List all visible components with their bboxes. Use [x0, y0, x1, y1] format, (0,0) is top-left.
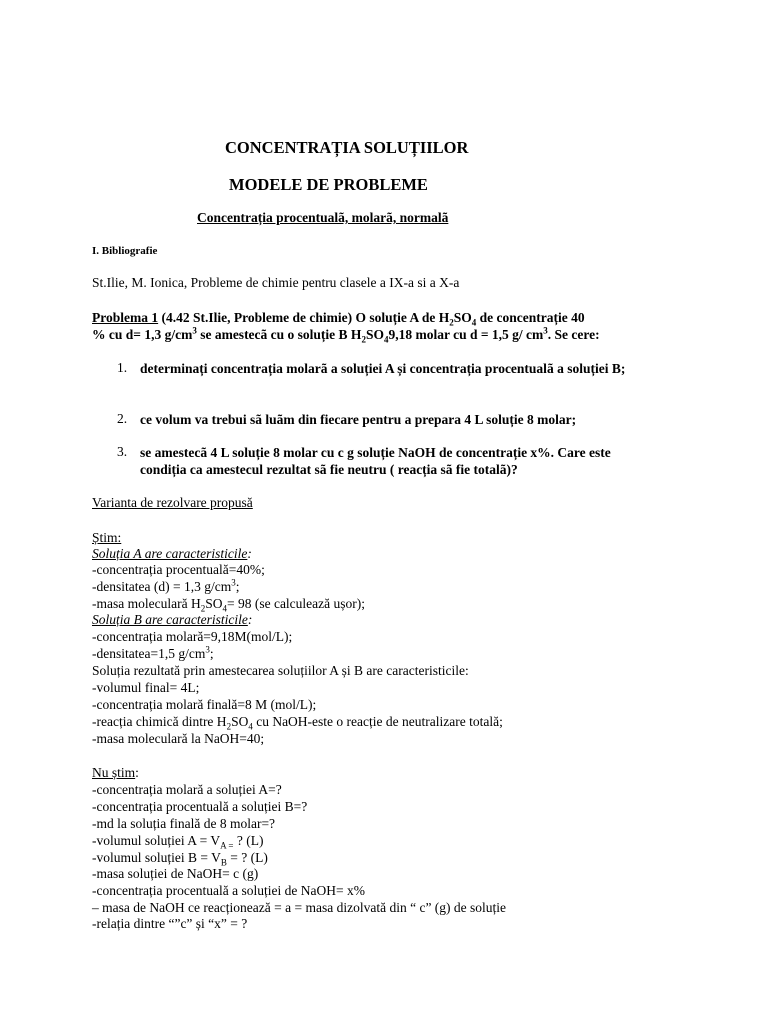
task-number: 1.: [117, 360, 128, 375]
unknown-line: -relația dintre “”c” și “x” = ?: [92, 916, 248, 931]
known-line: -densitatea=1,5 $g/cm^3$;: [92, 644, 214, 661]
known-line: -concentrația molară finală=8 M (mol/L);: [92, 697, 317, 712]
known-line: -masa moleculară la NaOH=40;: [92, 731, 265, 746]
known-heading: Știm:: [92, 530, 122, 545]
problem-label: Problema 1: [92, 310, 159, 325]
section-subtitle: Concentrația procentualã, molarã, normalã: [197, 210, 449, 225]
bibliography-text: St.Ilie, M. Ionica, Probleme de chimie pentru clasele a IX-a si a X-a: [92, 275, 460, 290]
bibliography-heading: I. Bibliografie: [92, 245, 158, 257]
document-subtitle: MODELE DE PROBLEME: [229, 175, 428, 194]
unknown-line: -md la soluția finală de 8 molar=?: [92, 816, 276, 831]
unknown-line: -volumul soluției $B = V_B$ = ? (L): [92, 850, 268, 868]
document-title: CONCENTRAȚIA SOLUȚIILOR: [225, 138, 469, 157]
solution-b-heading: Soluția B are caracteristicile:: [92, 612, 253, 627]
unknown-line: – masa de NaOH ce reacționează = a = masa dizolvată din “ c” (g) de soluție: [92, 900, 507, 915]
unknown-line: -concentrația molară a soluției A=?: [92, 782, 282, 797]
task-number: 3.: [117, 444, 128, 459]
unknown-line: -concentrația procentuală a soluției de NaOH= x%: [92, 883, 365, 898]
problem-statement-line2: % cu d= 1,3 $g/cm^3$ se amestecã cu o soluție B $H_2SO_49,18$ molar cu d = 1,5 g/ $cm^3$. Se cere:: [92, 325, 600, 345]
task-text: determinați concentrația molarã a soluției A și concentrația procentualã a soluției B;: [140, 361, 626, 376]
unknown-line: -concentrația procentuală a soluției B=?: [92, 799, 308, 814]
unknown-heading: Nu știm:: [92, 765, 139, 780]
known-line: -densitatea (d) = 1,3 $g/cm^3$;: [92, 577, 240, 594]
problem-statement-line1: Problema 1 (4.42 St.Ilie, Probleme de chimie) O soluție A de $H_2SO_4$ de concentrație 40: [92, 310, 585, 328]
task-text: ce volum va trebui sã luãm din fiecare pentru a prepara 4 L soluție 8 molar;: [140, 412, 577, 427]
known-line: -volumul final= 4L;: [92, 680, 200, 695]
task-number: 2.: [117, 411, 128, 426]
task-text: se amestecã 4 L soluție 8 molar cu c g soluție NaOH de concentrație x%. Care este condiția ca amestecul rezultat sã fie neutru ( reacția sã fie totalã)?: [140, 445, 611, 477]
known-line: Soluția rezultată prin amestecarea soluțiilor A și B are caracteristicile:: [92, 663, 469, 678]
known-line: -reacția chimică dintre $H_2SO_4$ cu NaOH-este o reacție de neutralizare totală;: [92, 714, 503, 732]
unknown-line: -masa soluției de NaOH= c (g): [92, 866, 259, 881]
known-line: -concentrația molară=9,18M(mol/L);: [92, 629, 293, 644]
known-line: -concentrația procentuală=40%;: [92, 562, 265, 577]
known-line: -masa moleculară $H_2SO_4= 98$ (se calculează ușor);: [92, 596, 366, 614]
solution-heading: Varianta de rezolvare propusă: [92, 495, 253, 510]
unknown-line: -volumul soluției $A = V_{A =}$ ? (L): [92, 833, 264, 851]
solution-a-heading: Soluția A are caracteristicile:: [92, 546, 252, 561]
